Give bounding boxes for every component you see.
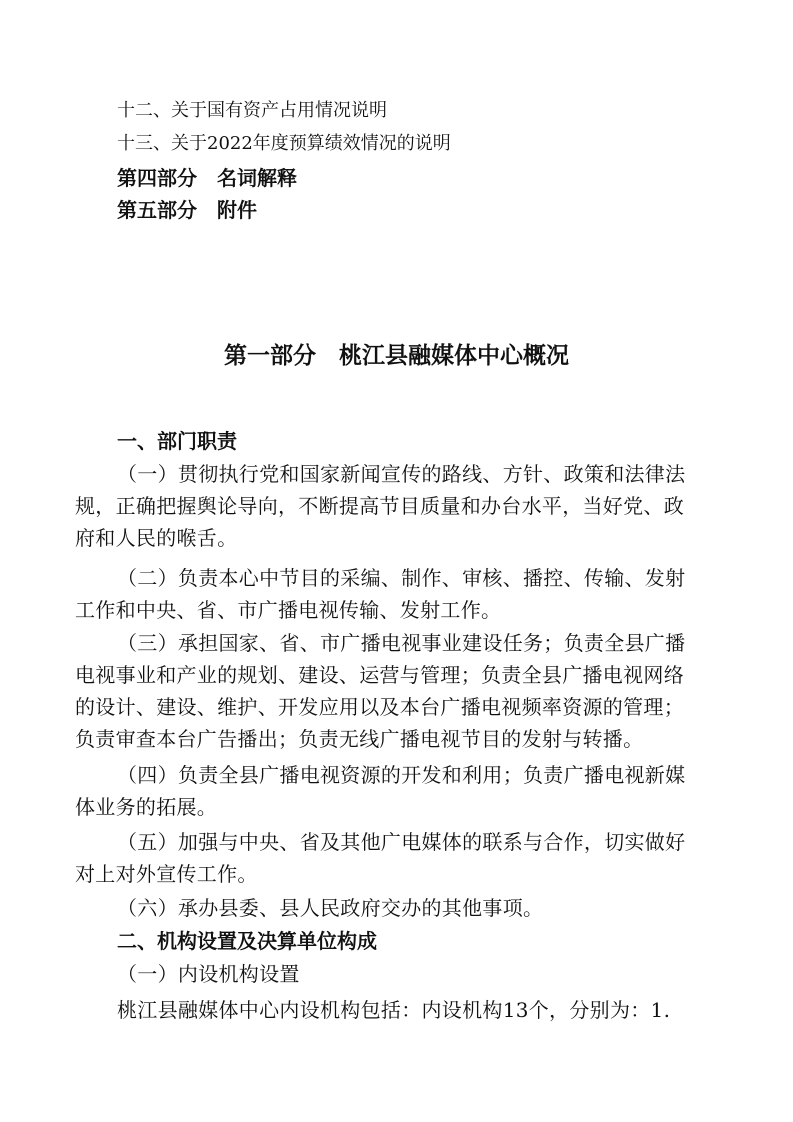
para-line: （六）承办县委、县人民政府交办的其他事项。 [117,896,544,920]
para-line: （四）负责全县广播电视资源的开发和利用；负责广播电视新媒 [117,763,686,787]
section1-heading: 一、部门职责 [117,429,237,453]
part1-title: 第一部分 桃江县融媒体中心概况 [224,342,569,369]
para-line: （一）贯彻执行党和国家新闻宣传的路线、方针、政策和法律法 [117,462,686,486]
para-line: （二）负责本心中节目的采编、制作、审核、播控、传输、发射 [117,566,686,590]
section2-text: 桃江县融媒体中心内设机构包括：内设机构13个，分别为：1. [117,998,671,1022]
para-line: 府和人民的喉舌。 [75,526,238,550]
section2-heading: 二、机构设置及决算单位构成 [117,929,377,953]
section2-subheading: （一）内设机构设置 [117,962,300,986]
para-line: 工作和中央、省、市广播电视传输、发射工作。 [75,598,502,622]
toc-item-12: 十二、关于国有资产占用情况说明 [117,100,387,121]
para-line: 电视事业和产业的规划、建设、运营与管理；负责全县广播电视网络 [75,663,684,687]
para-line: 的设计、建设、维护、开发应用以及本台广播电视频率资源的管理； [75,695,684,719]
para-line: 规，正确把握舆论导向，不断提高节目质量和办台水平，当好党、政 [75,494,684,518]
para-line: （五）加强与中央、省及其他广电媒体的联系与合作，切实做好 [117,830,686,854]
toc-part-5: 第五部分 附件 [117,198,257,222]
para-line: 负责审查本台广告播出；负责无线广播电视节目的发射与转播。 [75,727,644,751]
toc-item-13: 十三、关于2022年度预算绩效情况的说明 [117,133,451,154]
para-line: （三）承担国家、省、市广播电视事业建设任务；负责全县广播 [117,631,686,655]
toc-part-4: 第四部分 名词解释 [117,166,297,190]
para-line: 对上对外宣传工作。 [75,862,258,886]
para-line: 体业务的拓展。 [75,795,218,819]
